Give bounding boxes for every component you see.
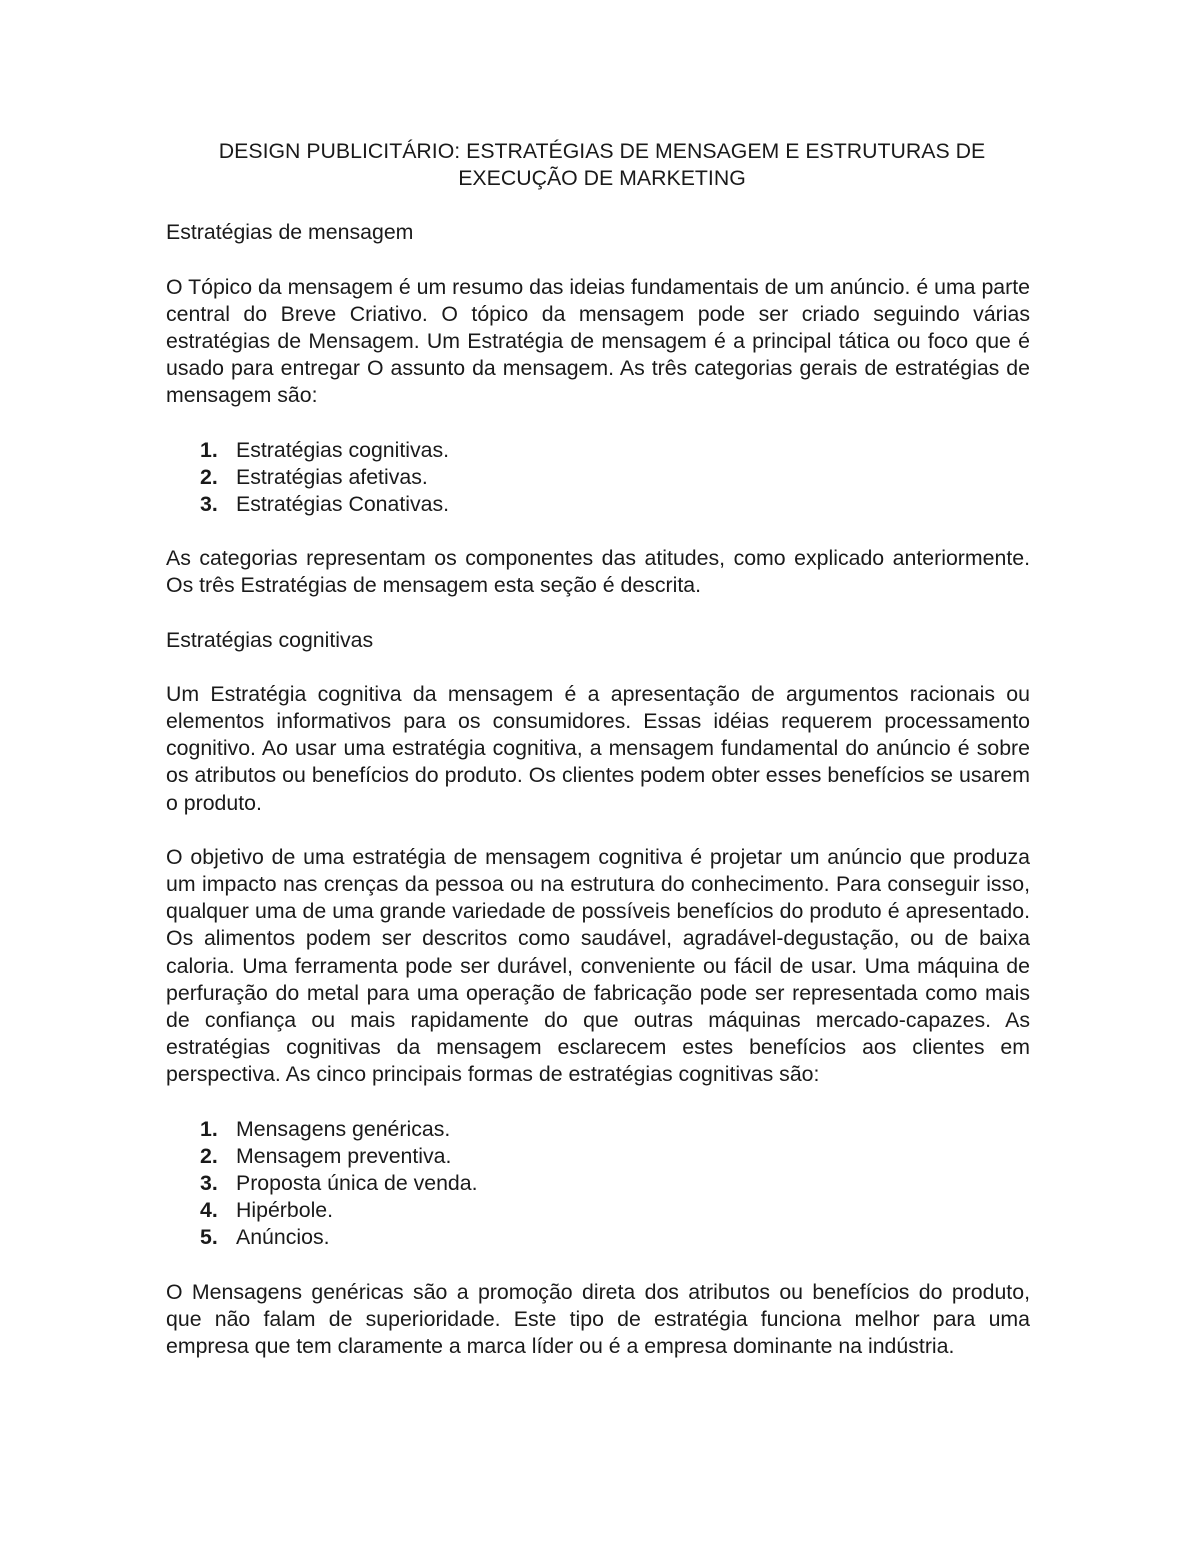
list-item [166,1197,1030,1224]
list-item-number: 5. [200,1225,218,1250]
paragraph-message-topic: O Tópico da mensagem é um resumo das ideias fundamentais de um anúncio. é uma parte central do Breve Criativo. O tópico da mensagem pode ser criado seguindo várias estratégias de Mensagem. Um Estratégia de mensagem é a principal tática ou foco que é usado para entregar O assunto da mensagem. As três categorias gerais de estratégias de mensagem são: [166,274,1030,408]
section-heading-message-strategies: Estratégias de mensagem [166,220,414,245]
list-item [166,1224,1030,1251]
list-item-number: 2. [200,464,218,489]
list-item-text: Estratégias afetivas. [236,464,428,489]
list-item-number: 1. [200,437,218,462]
list-item-text: Proposta única de venda. [236,1171,478,1196]
list-item [166,491,1030,518]
paragraph-generic-messages: O Mensagens genéricas são a promoção direta dos atributos ou benefícios do produto, que não falam de superioridade. Este tipo de estratégia funciona melhor para uma empresa que tem claramente a marca líder ou é a empresa dominante na indústria. [166,1279,1030,1358]
list-item [166,1143,1030,1170]
strategy-categories-list [166,437,1030,519]
title-line-1: DESIGN PUBLICITÁRIO: ESTRATÉGIAS DE MENSAGEM E ESTRUTURAS DE [218,139,986,163]
cognitive-forms-list [166,1116,1030,1252]
list-item-text: Hipérbole. [236,1198,334,1223]
list-item-number: 3. [200,492,218,516]
list-item-text: Mensagem preventiva. [236,1143,452,1168]
list-item-number: 1. [200,1116,218,1141]
paragraph-categories: As categorias representam os componentes das atitudes, como explicado anteriormente. Os três Estratégias de mensagem esta seção é descrita. [166,546,1030,598]
list-item [166,437,1030,464]
list-item-text: Mensagens genéricas. [236,1116,451,1141]
list-item-number: 3. [200,1171,218,1196]
list-item [166,1170,1030,1197]
list-item-text: Estratégias Conativas. [236,492,450,516]
title-line-2: EXECUÇÃO DE MARKETING [458,166,746,191]
list-item-number: 4. [200,1198,218,1223]
list-item-text: Anúncios. [236,1225,330,1250]
list-item [166,1116,1030,1143]
paragraph-cognitive-objective: O objetivo de uma estratégia de mensagem cognitiva é projetar um anúncio que produza um impacto nas crenças da pessoa ou na estrutura do conhecimento. Para conseguir isso, qualquer uma de uma grande variedade de possíveis benefícios do produto é apresentado. Os alimentos podem ser descritos como saudável, agradável-degustação, ou de baixa caloria. Uma ferramenta pode ser durável, conveniente ou fácil de usar. Uma máquina de perfuração do metal para uma operação de fabricação pode ser representada como mais de confiança ou mais rapidamente do que outras máquinas mercado-capazes. As estratégias cognitivas da mensagem esclarecem estes benefícios aos clientes em perspectiva. As cinco principais formas de estratégias cognitivas são: [166,844,1030,1087]
list-item-number: 2. [200,1143,218,1168]
section-heading-cognitive-strategies: Estratégias cognitivas [166,627,374,652]
list-item-text: Estratégias cognitivas. [236,437,450,462]
list-item [166,464,1030,491]
paragraph-cognitive-strategy: Um Estratégia cognitiva da mensagem é a apresentação de argumentos racionais ou elementos informativos para os consumidores. Essas idéias requerem processamento cognitivo. Ao usar uma estratégia cognitiva, a mensagem fundamental do anúncio é sobre os atributos ou benefícios do produto. Os clientes podem obter esses benefícios se usarem o produto. [166,681,1030,815]
document-title [166,138,1030,192]
